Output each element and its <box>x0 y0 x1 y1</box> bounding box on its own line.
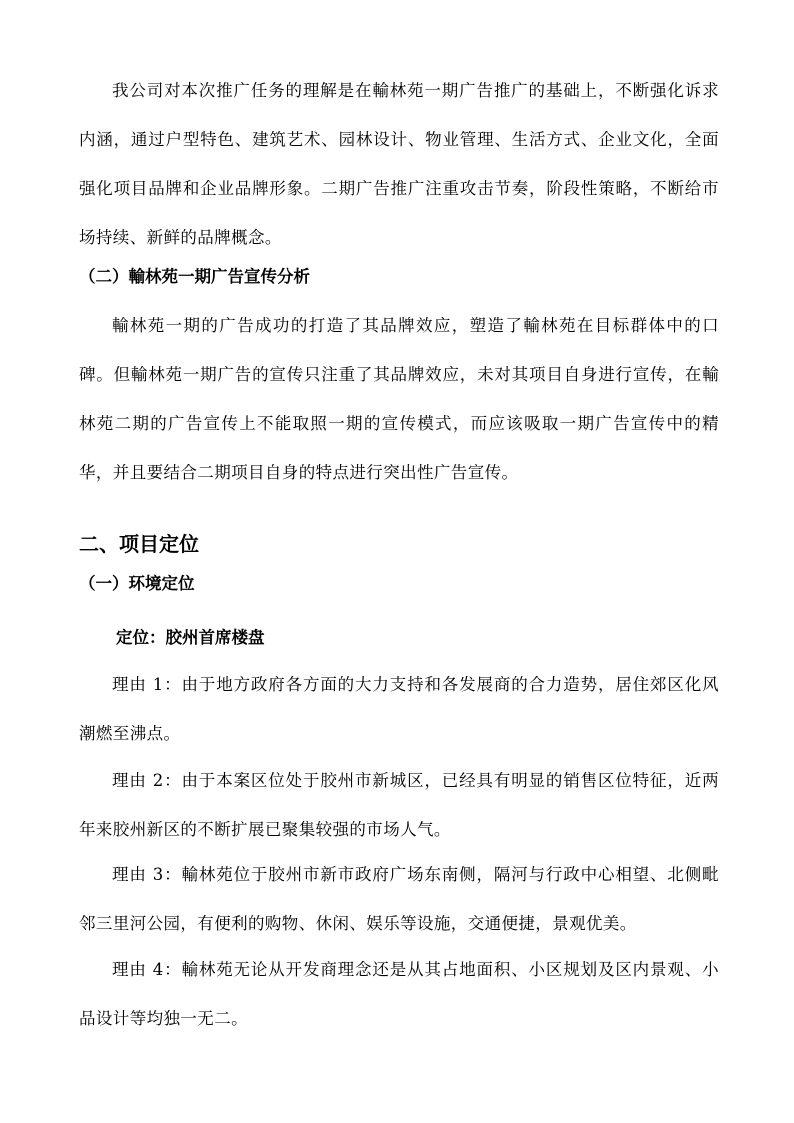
brand-analysis-paragraph: 輸林苑一期的广告成功的打造了其品牌效应，塑造了輸林苑在目标群体中的口碑。但輸林苑一期广告的宣传只注重了其品牌效应，未对其项目自身进行宣传，在輸林苑二期的广告宣传上不能取照一期的宣传模式，而应该吸取一期广告宣传中的精华，并且要结合二期项目自身的特点进行突出性广告宣传。 <box>79 316 719 482</box>
reason-item-2: 理由 2：由于本案区位处于胶州市新城区，已经具有明显的销售区位特征，近两年来胶州新区的不断扩展已聚集较强的市场人气。 <box>79 771 719 839</box>
reason-item-4: 理由 4：輸林苑无论从开发商理念还是从其占地面积、小区规划及区内景观、小品设计等均独一无二。 <box>79 960 719 1028</box>
intro-paragraph: 我公司对本次推广任务的理解是在輸林苑一期广告推广的基础上，不断强化诉求内涵，通过户型特色、建筑艺术、园林设计、物业管理、生活方式、企业文化，全面强化项目品牌和企业品牌形象。二期广告推广注重攻击节奏，阶段性策略，不断给市场持续、新鲜的品牌概念。 <box>79 81 719 247</box>
positioning-statement: 定位：胶州首席楼盘 <box>116 628 265 647</box>
subsection-heading-environment: （一）环境定位 <box>79 574 195 593</box>
section-heading-project-positioning: 二、项目定位 <box>79 532 199 556</box>
reason-item-1: 理由 1：由于地方政府各方面的大力支持和各发展商的合力造势，居住郊区化风潮燃至沸点。 <box>79 675 719 743</box>
reason-item-3: 理由 3：輸林苑位于胶州市新市政府广场东南侧，隔河与行政中心相望、北侧毗邻三里河公园，有便利的购物、休闲、娱乐等设施，交通便捷，景观优美。 <box>79 865 719 933</box>
section-heading-brand-analysis: （二）輸林苑一期广告宣传分析 <box>79 267 310 286</box>
